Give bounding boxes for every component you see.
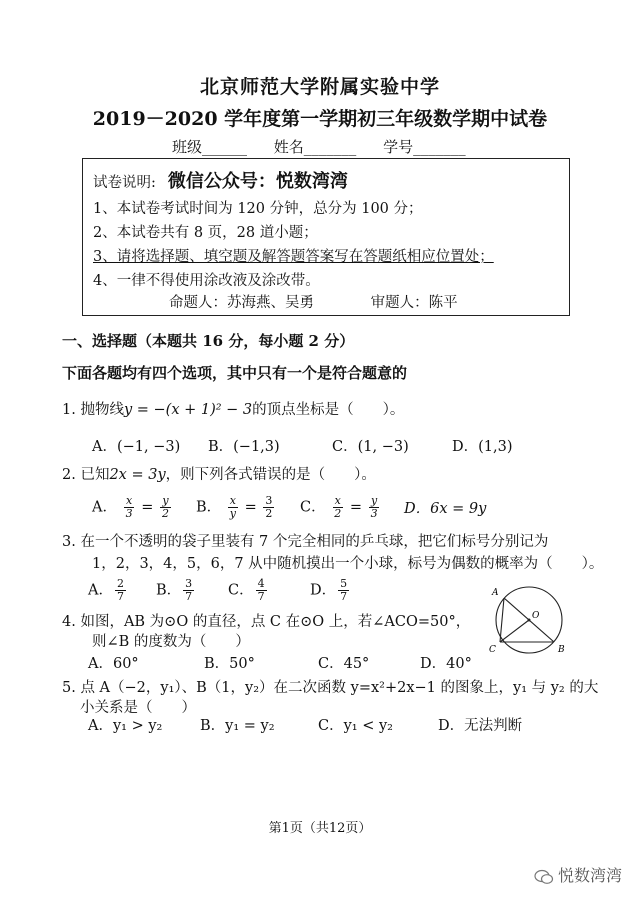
question-5-line2: 小关系是（ ） [80,700,196,716]
q5-option-c: C．y₁ < y₂ [318,718,393,734]
class-field: 班级______ [172,138,248,156]
wechat-account: 微信公众号：悦数湾湾 [167,171,348,192]
author: 命题人：苏海燕、吴勇 [169,295,314,311]
label-a: A [492,588,499,598]
question-1-stem: 1. 抛物线y = −(x + 1)² − 3的顶点坐标是（ ）。 [62,402,405,418]
watermark-text: 悦数湾湾 [557,866,622,885]
q4-option-d: D．40° [420,656,472,672]
q2-option-a: A． $\frac{x}{3}$ = $\frac{y}{2}$ [92,494,169,520]
q2-option-d: D．6x = 9y [404,501,487,517]
label-c: C [489,645,496,655]
question-2-stem: 2. 已知2x = 3y，则下列各式错误的是（ ）。 [62,467,376,483]
q3-option-a: A． $\frac{2}{7}$ [88,577,124,603]
q3-option-d: D． $\frac{5}{7}$ [310,577,348,603]
school-title: 北京师范大学附属实验中学 [199,76,440,98]
question-3-line2: 1，2，3，4，5，6，7 从中随机摸出一个小球，标号为偶数的概率为（ ）。 [92,556,604,572]
instructions-header [93,167,348,193]
question-5-line1: 5. 点 A（−2，y₁）、B（1，y₂）在二次函数 y=x²+2x−1 的图象上，y₁ 与 y₂ 的大 [62,680,599,696]
question-4-line2: 则∠B 的度数为（ ） [92,634,250,650]
q2-option-c: C． $\frac{x}{2}$ = $\frac{y}{3}$ [300,494,378,520]
q1-option-d: D．(1,3) [452,439,513,455]
q4-option-b: B．50° [204,656,255,672]
instructions-box [82,158,570,316]
label-o: O [532,611,540,621]
q1-formula: y = −(x + 1)² − 3 [123,402,253,418]
label-b: B [558,645,565,655]
name-field: 姓名_______ [273,138,357,156]
q3-option-b: B． $\frac{3}{7}$ [156,577,193,603]
page-footer: 第1页（共12页） [268,821,372,836]
watermark [534,863,622,886]
instruction-item: 1、本试卷考试时间为 120 分钟，总分为 100 分； [93,201,423,217]
q5-option-b: B．y₁ = y₂ [200,718,275,734]
q1-option-b: B．(−1,3) [208,439,280,455]
instruction-item: 3、请将选择题、填空题及解答题答案写在答题纸相应位置处； [93,249,494,265]
q3-option-c: C． $\frac{4}{7}$ [228,577,265,603]
question-4-line1: 4. 如图，AB 为⊙O 的直径，点 C 在⊙O 上，若∠ACO=50°， [62,614,471,630]
student-info-line [172,136,488,157]
instruction-item: 4、一律不得使用涂改液及涂改带。 [93,273,320,289]
q1-option-c: C．(1, −3) [332,439,409,455]
question-3-line1: 3. 在一个不透明的袋子里装有 7 个完全相同的乒乓球，把它们标号分别记为 [62,534,549,550]
instruction-item: 2、本试卷共有 8 页，28 道小题； [93,225,318,241]
q5-option-a: A．y₁ > y₂ [88,718,163,734]
circle-figure [482,583,576,659]
id-field: 学号_______ [383,138,466,156]
section-note: 下面各题均有四个选项，其中只有一个是符合题意的 [62,364,408,382]
q1-option-a: A．(−1, −3) [92,439,181,455]
q4-option-c: C．45° [318,656,370,672]
instructions-label: 试卷说明: [93,175,156,191]
exam-title: 2019－2020 学年度第一学期初三年级数学期中试卷 [92,108,548,130]
q2-option-b: B． $\frac{x}{y}$ = $\frac{3}{2}$ [196,494,273,520]
reviewer: 审题人：陈平 [370,295,458,311]
segment-ac [500,598,504,642]
author-line [169,291,458,312]
segment-co [500,620,529,642]
q2-formula: 2x = 3y [109,467,166,483]
center-dot [528,619,531,622]
q5-option-d: D．无法判断 [438,718,523,734]
wechat-icon [534,869,554,885]
q4-option-a: A．60° [88,656,139,672]
section-heading: 一、选择题（本题共 16 分，每小题 2 分） [62,332,355,350]
